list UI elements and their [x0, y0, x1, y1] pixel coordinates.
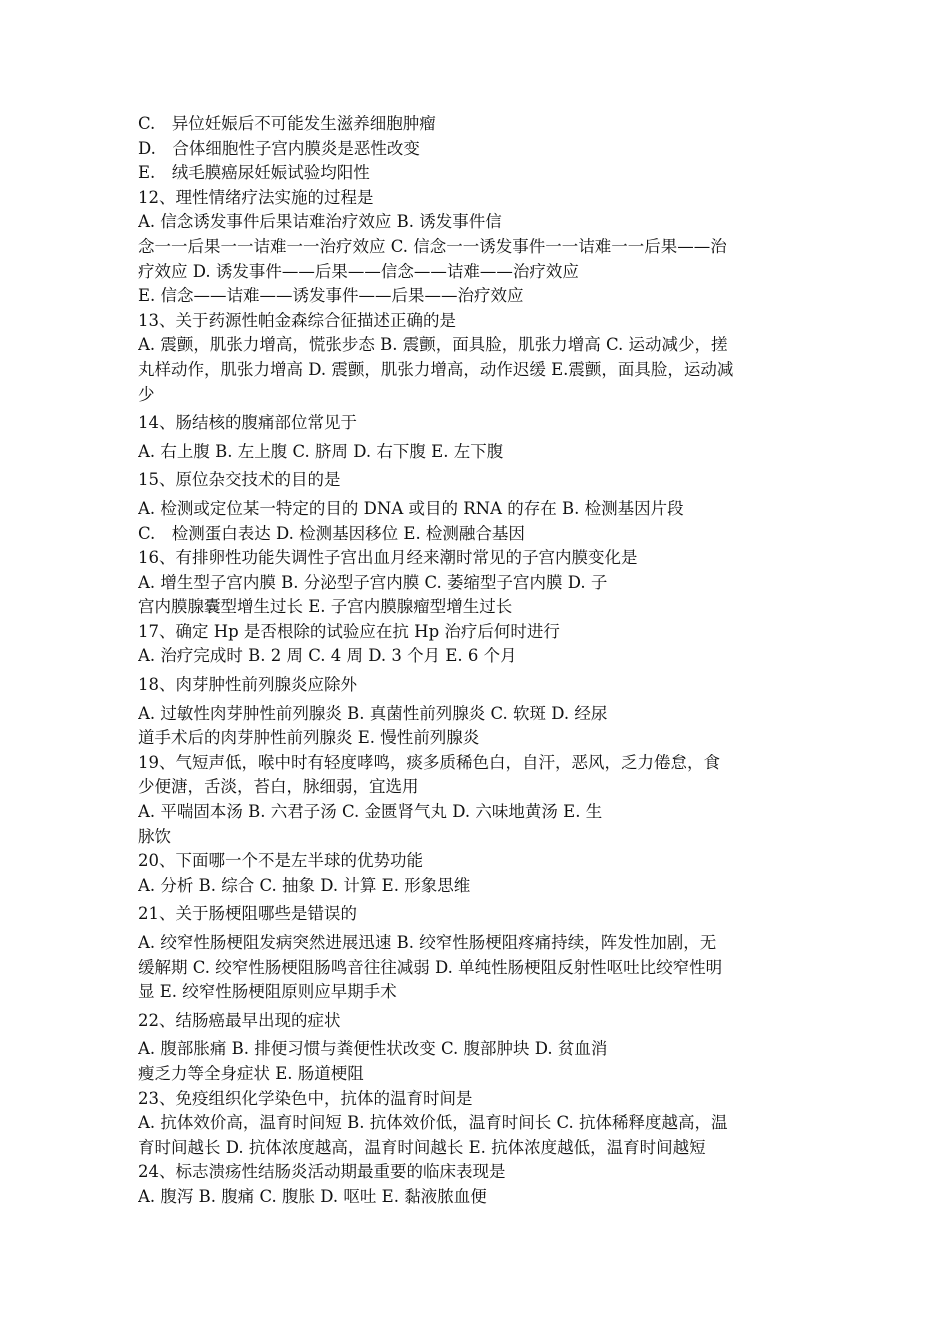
text-line: 脉饮	[138, 826, 171, 846]
text-line: A. 绞窄性肠梗阻发病突然进展迅速 B. 绞窄性肠梗阻疼痛持续，阵发性加剧，无	[138, 933, 717, 952]
question-title: 14、肠结核的腹痛部位常见于	[138, 413, 357, 433]
text-line: 少便溏，舌淡，苔白，脉细弱，宜选用	[138, 777, 419, 797]
text-line: 念一一后果一一诘难一一治疗效应 C. 信念一一诱发事件一一诘难一一后果——治	[138, 236, 727, 256]
question-title: 12、理性情绪疗法实施的过程是	[138, 187, 374, 207]
question-title: 20、下面哪一个不是左半球的优势功能	[138, 851, 423, 871]
text-line: A. 信念诱发事件后果诘难治疗效应 B. 诱发事件信	[138, 212, 502, 232]
text-line: E. 绒毛膜癌尿妊娠试验均阳性	[138, 163, 370, 183]
text-line: D. 合体细胞性子宫内膜炎是恶性改变	[138, 138, 420, 158]
question-title: 13、关于药源性帕金森综合征描述正确的是	[138, 310, 456, 330]
question-title: 19、气短声低，喉中时有轻度哮鸣，痰多质稀色白，自汗，恶风，乏力倦怠，食	[138, 752, 720, 772]
question-title: 24、标志溃疡性结肠炎活动期最重要的临床表现是	[138, 1162, 506, 1182]
text-line: A. 腹泻 B. 腹痛 C. 腹胀 D. 呕吐 E. 黏液脓血便	[138, 1186, 487, 1206]
text-line: 丸样动作，肌张力增高 D. 震颤，肌张力增高，动作迟缓 E.震颤，面具脸，运动减	[138, 359, 734, 379]
text-line: 显 E. 绞窄性肠梗阻原则应早期手术	[138, 982, 397, 1002]
text-line: 瘦乏力等全身症状 E. 肠道梗阻	[138, 1063, 364, 1083]
question-title: 23、免疫组织化学染色中，抗体的温育时间是	[138, 1088, 473, 1108]
text-line: E. 信念——诘难——诱发事件——后果——治疗效应	[138, 286, 524, 306]
text-line: A. 治疗完成时 B. 2 周 C. 4 周 D. 3 个月 E. 6 个月	[138, 646, 517, 666]
text-line: 育时间越长 D. 抗体浓度越高，温育时间越长 E. 抗体浓度越低，温育时间越短	[138, 1137, 706, 1157]
text-line: A. 右上腹 B. 左上腹 C. 脐周 D. 右下腹 E. 左下腹	[138, 441, 504, 461]
text-line: A. 平喘固本汤 B. 六君子汤 C. 金匮肾气丸 D. 六味地黄汤 E. 生	[138, 802, 603, 822]
question-text	[138, 112, 838, 1210]
question-title: 22、结肠癌最早出现的症状	[138, 1010, 341, 1030]
question-title: 18、肉芽肿性前列腺炎应除外	[138, 675, 357, 695]
text-line: A. 腹部胀痛 B. 排便习惯与粪便性状改变 C. 腹部肿块 D. 贫血消	[138, 1039, 608, 1059]
text-line: A. 增生型子宫内膜 B. 分泌型子宫内膜 C. 萎缩型子宫内膜 D. 子	[138, 572, 608, 592]
text-line: A. 检测或定位某一特定的目的 DNA 或目的 RNA 的存在 B. 检测基因片段	[138, 498, 684, 518]
text-line: 道手术后的肉芽肿性前列腺炎 E. 慢性前列腺炎	[138, 728, 480, 748]
text-line: 缓解期 C. 绞窄性肠梗阻肠鸣音往往减弱 D. 单纯性肠梗阻反射性呕吐比绞窄性明	[138, 957, 723, 977]
question-title: 21、关于肠梗阻哪些是错误的	[138, 904, 357, 924]
text-line: A. 分析 B. 综合 C. 抽象 D. 计算 E. 形象思维	[138, 875, 471, 895]
text-line: 宫内膜腺囊型增生过长 E. 子宫内膜腺瘤型增生过长	[138, 597, 513, 617]
text-line: 疗效应 D. 诱发事件——后果——信念——诘难——治疗效应	[138, 261, 579, 281]
text-line: 少	[138, 384, 155, 404]
text-line: A. 抗体效价高，温育时间短 B. 抗体效价低，温育时间长 C. 抗体稀释度越高，温	[138, 1113, 728, 1133]
question-title: 15、原位杂交技术的目的是	[138, 470, 341, 490]
question-title: 16、有排卵性功能失调性子宫出血月经来潮时常见的子宫内膜变化是	[138, 548, 638, 568]
text-line: A. 过敏性肉芽肿性前列腺炎 B. 真菌性前列腺炎 C. 软斑 D. 经尿	[138, 703, 608, 723]
question-title: 17、确定 Hp 是否根除的试验应在抗 Hp 治疗后何时进行	[138, 621, 560, 641]
text-line: A. 震颤，肌张力增高，慌张步态 B. 震颤，面具脸，肌张力增高 C. 运动减少，搓	[138, 335, 728, 355]
text-line: C. 检测蛋白表达 D. 检测基因移位 E. 检测融合基因	[138, 523, 525, 543]
text-line: C. 异位妊娠后不可能发生滋养细胞肿瘤	[138, 114, 436, 133]
